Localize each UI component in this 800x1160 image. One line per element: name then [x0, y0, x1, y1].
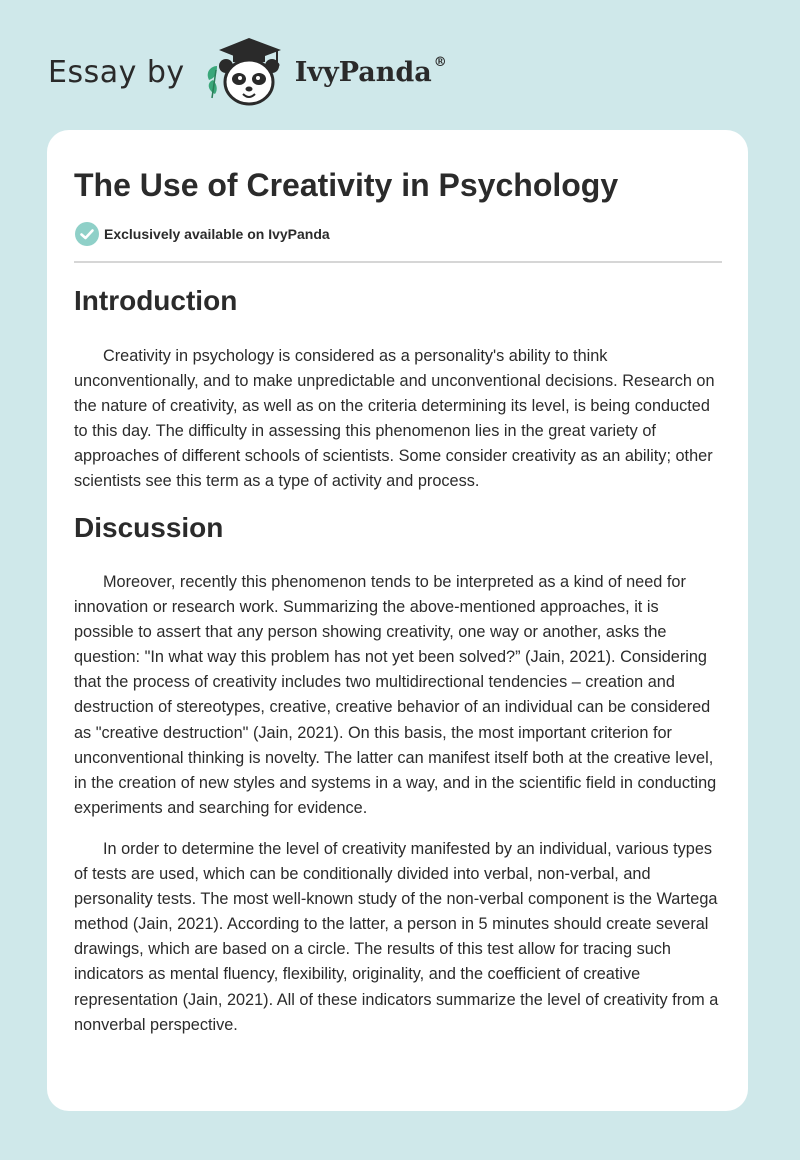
- essay-card: [47, 130, 748, 1111]
- introduction-paragraph: Creativity in psychology is considered as a personality's ability to think unconventionally, and to make unpredictable and unconventional decisions. Research on the nature of creativity, as well as on the criteria determining its level, is being conducted to this day. The difficulty in assessing this phenomenon lies in the great variety of approaches of different schools of scientists. Some consider creativity as an ability; other scientists see this term as a type of activity and process.: [74, 347, 715, 491]
- brand-name: [294, 54, 447, 88]
- exclusive-badge-label: Exclusively available on IvyPanda: [104, 226, 330, 242]
- check-circle-icon: [74, 221, 100, 247]
- title-divider: [74, 261, 722, 263]
- brand-prefix: Essay by: [48, 54, 185, 90]
- brand-name-text: IvyPanda: [294, 56, 432, 88]
- section-heading-introduction: Introduction: [74, 285, 238, 316]
- panda-mascot-icon: [203, 36, 289, 108]
- registered-mark: ®: [433, 54, 447, 70]
- discussion-paragraph-2: In order to determine the level of creativity manifested by an individual, various types of tests are used, which can be conditionally divided into verbal, non-verbal, and personality tests. The most well-known study of the non-verbal component is the Wartega method (Jain, 2021). According to the latter, a person in 5 minutes should create several drawings, which are based on a circle. The results of this test allow for tracing such indicators as mental fluency, flexibility, originality, and the coefficient of creative representation (Jain, 2021). All of these indicators summarize the level of creativity from a nonverbal perspective.: [74, 840, 719, 1034]
- discussion-paragraph-1: Moreover, recently this phenomenon tends to be interpreted as a kind of need for innovation or research work. Summarizing the above-mentioned approaches, it is possible to assert that any person showing creativity, one way or another, asks the question: "In what way this problem has not yet been solved?” (Jain, 2021). Considering that the process of creativity includes two multidirectional tendencies – creation and destruction of stereotypes, creative, creative behavior of an individual can be considered as "creative destruction" (Jain, 2021). On this basis, the most important criterion for unconventional thinking is novelty. The latter can manifest itself both at the creative level, in the creation of new styles and systems in a way, and in the scientific field in conducting experiments and searching for evidence.: [74, 573, 717, 817]
- exclusive-badge: [74, 221, 330, 247]
- section-heading-discussion: Discussion: [74, 512, 224, 543]
- brand-header: [48, 36, 447, 108]
- essay-title: The Use of Creativity in Psychology: [74, 167, 619, 203]
